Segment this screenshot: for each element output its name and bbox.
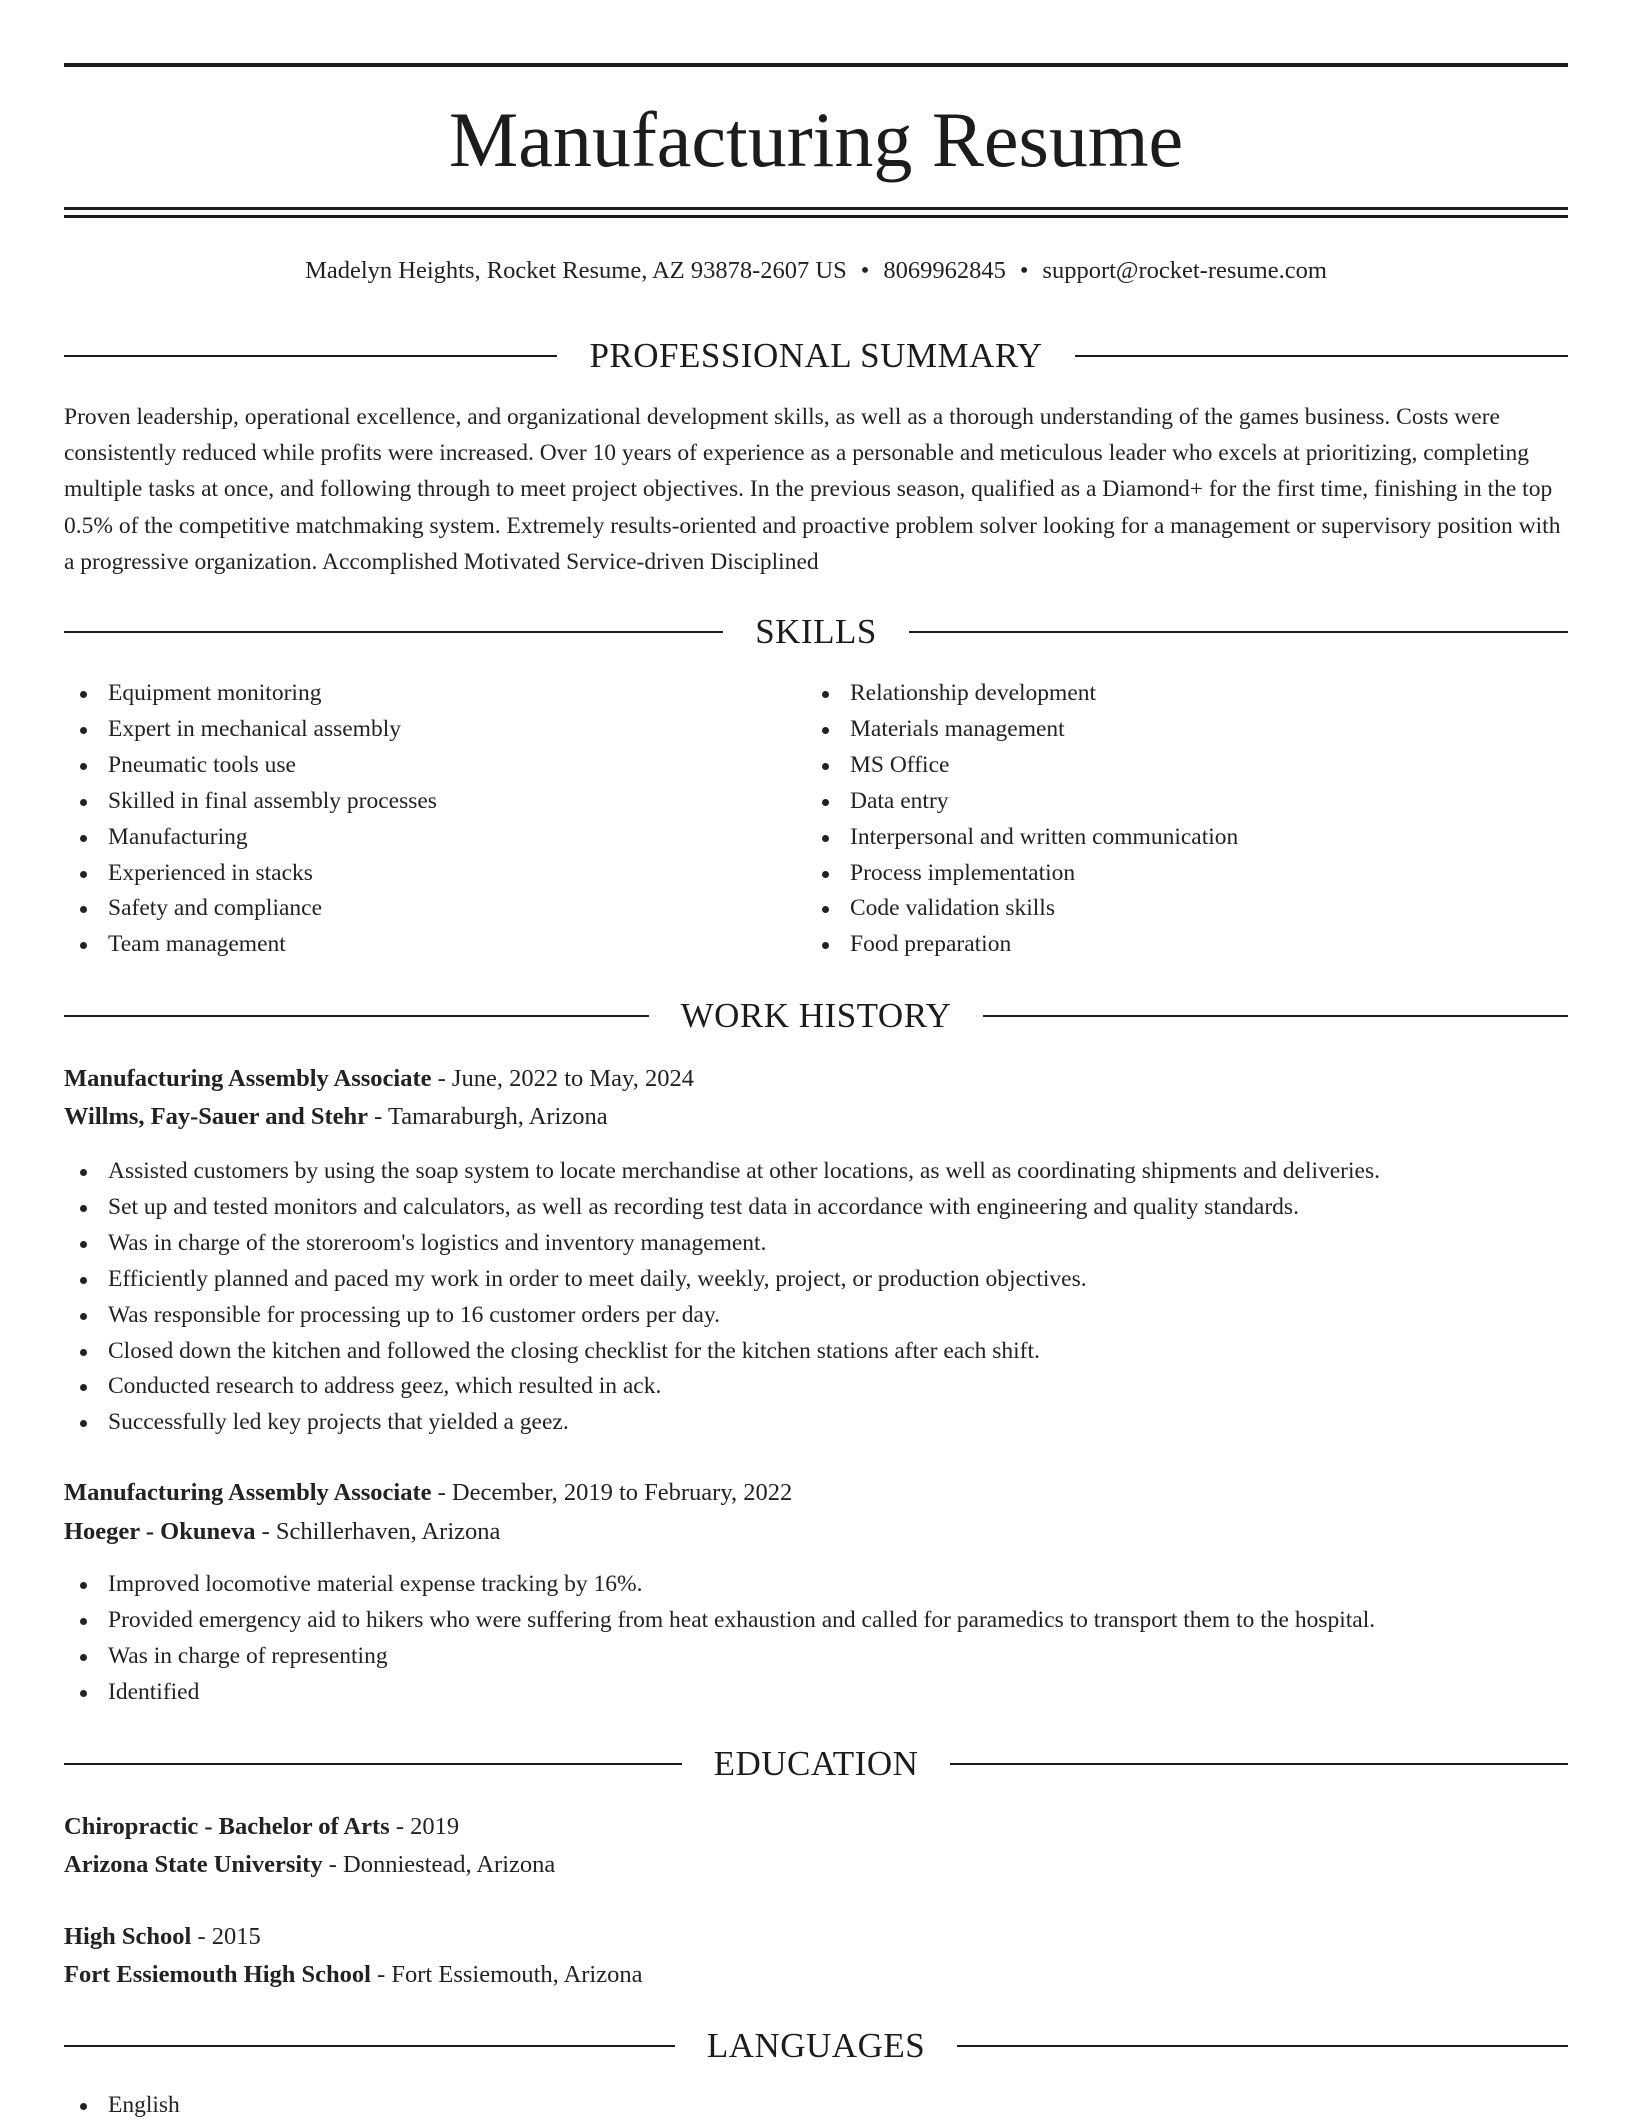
skill-item: MS Office <box>806 748 1566 784</box>
section-title: WORK HISTORY <box>680 996 952 1035</box>
skill-item: Relationship development <box>806 676 1566 712</box>
contact-separator: • <box>1019 257 1029 284</box>
section-rule <box>950 1763 1568 1765</box>
education-school: Fort Essiemouth High School <box>64 1961 371 1988</box>
job-bullet: Improved locomotive material expense tracking by 16%. <box>64 1567 1568 1603</box>
section-rule <box>909 631 1568 633</box>
section-header-languages <box>64 2024 1568 2068</box>
job-company-line <box>64 1513 1568 1551</box>
section-rule <box>64 631 723 633</box>
section-rule <box>1075 355 1568 357</box>
skill-item: Safety and compliance <box>64 891 804 927</box>
section-rule <box>64 2045 675 2047</box>
job-dates: June, 2022 to May, 2024 <box>451 1065 694 1092</box>
job-bullet: Was responsible for processing up to 16 customer orders per day. <box>64 1298 1568 1334</box>
skill-item: Materials management <box>806 712 1566 748</box>
job-company: Hoeger - Okuneva <box>64 1518 256 1545</box>
education-year: 2019 <box>410 1813 460 1840</box>
contact-line <box>64 255 1568 287</box>
education-degree-line <box>64 1918 1568 1956</box>
section-title: EDUCATION <box>713 1744 919 1783</box>
education-location: Donniestead, Arizona <box>343 1851 556 1878</box>
section-header-work-history <box>64 994 1568 1038</box>
skill-item: Pneumatic tools use <box>64 748 804 784</box>
skill-item: Food preparation <box>806 927 1566 963</box>
dash: - <box>395 1813 404 1840</box>
dash: - <box>261 1518 270 1545</box>
title-double-rule-bottom <box>64 215 1568 218</box>
job-title-line <box>64 1060 1568 1098</box>
job-bullet: Set up and tested monitors and calculators, as well as recording test data in accordance with engineering and quality standards. <box>64 1190 1568 1226</box>
job-role: Manufacturing Assembly Associate <box>64 1065 432 1092</box>
dash: - <box>197 1923 206 1950</box>
education-school-line <box>64 1956 1568 1994</box>
job-title-line <box>64 1474 1568 1512</box>
section-rule <box>957 2045 1568 2047</box>
section-title: PROFESSIONAL SUMMARY <box>589 336 1043 375</box>
skills-list-right <box>806 676 1566 963</box>
resume-title: Manufacturing Resume <box>448 96 1184 183</box>
dash: - <box>377 1961 386 1988</box>
contact-separator: • <box>860 257 870 284</box>
section-rule <box>64 1015 649 1017</box>
languages-list <box>64 2088 1568 2124</box>
education-school: Arizona State University <box>64 1851 323 1878</box>
job-bullet: Successfully led key projects that yielded a geez. <box>64 1405 1568 1441</box>
section-rule <box>64 355 557 357</box>
education-location: Fort Essiemouth, Arizona <box>391 1961 643 1988</box>
job-bullet: Provided emergency aid to hikers who were suffering from heat exhaustion and called for paramedics to transport them to the hospital. <box>64 1603 1568 1639</box>
job-location: Tamaraburgh, Arizona <box>388 1103 608 1130</box>
dash: - <box>328 1851 337 1878</box>
education-degree: High School <box>64 1923 192 1950</box>
skill-item: Code validation skills <box>806 891 1566 927</box>
skills-list-left <box>64 676 804 963</box>
skill-item: Manufacturing <box>64 820 804 856</box>
section-title: LANGUAGES <box>706 2026 926 2065</box>
skill-item: Data entry <box>806 784 1566 820</box>
contact-email: support@rocket-resume.com <box>1042 257 1327 284</box>
contact-address: Madelyn Heights, Rocket Resume, AZ 93878-2607 US <box>305 257 847 284</box>
skill-item: Expert in mechanical assembly <box>64 712 804 748</box>
section-header-skills <box>64 610 1568 654</box>
job-bullet: Assisted customers by using the soap system to locate merchandise at other locations, as well as coordinating shipments and deliveries. <box>64 1154 1568 1190</box>
job-bullet: Was in charge of representing <box>64 1639 1568 1675</box>
education-degree-line <box>64 1808 1568 1846</box>
job-company-line <box>64 1098 1568 1136</box>
section-header-education <box>64 1742 1568 1786</box>
job-bullet: Efficiently planned and paced my work in order to meet daily, weekly, project, or production objectives. <box>64 1262 1568 1298</box>
dash: - <box>374 1103 383 1130</box>
section-header-summary <box>64 334 1568 378</box>
skill-item: Process implementation <box>806 856 1566 892</box>
education-year: 2015 <box>211 1923 261 1950</box>
skill-item: Skilled in final assembly processes <box>64 784 804 820</box>
skill-item: Interpersonal and written communication <box>806 820 1566 856</box>
job-bullet: Conducted research to address geez, which resulted in ack. <box>64 1369 1568 1405</box>
skill-item: Experienced in stacks <box>64 856 804 892</box>
job-bullets <box>64 1154 1568 1441</box>
dash: - <box>437 1479 446 1506</box>
job-company: Willms, Fay-Sauer and Stehr <box>64 1103 369 1130</box>
job-dates: December, 2019 to February, 2022 <box>451 1479 793 1506</box>
education-degree: Chiropractic - Bachelor of Arts <box>64 1813 390 1840</box>
contact-phone: 8069962845 <box>883 257 1006 284</box>
job-bullets <box>64 1567 1568 1711</box>
section-rule <box>983 1015 1568 1017</box>
job-bullet: Identified <box>64 1675 1568 1711</box>
job-bullet: Closed down the kitchen and followed the closing checklist for the kitchen stations after each shift. <box>64 1334 1568 1370</box>
section-rule <box>64 1763 682 1765</box>
section-title: SKILLS <box>755 612 877 651</box>
dash: - <box>437 1065 446 1092</box>
title-double-rule-top <box>64 207 1568 210</box>
job-role: Manufacturing Assembly Associate <box>64 1479 432 1506</box>
skill-item: Team management <box>64 927 804 963</box>
language-item: English <box>64 2088 1568 2124</box>
education-school-line <box>64 1846 1568 1884</box>
job-location: Schillerhaven, Arizona <box>275 1518 501 1545</box>
skill-item: Equipment monitoring <box>64 676 804 712</box>
top-rule <box>64 63 1568 67</box>
summary-paragraph: Proven leadership, operational excellence, and organizational development skills, as well as a thorough understanding of the games business. Costs were consistently reduced while profits were increased. Over 10 years of experience as a personable and meticulous leader who excels at prioritizing, completing multiple tasks at once, and following through to meet project objectives. In the previous season, qualified as a Diamond+ for the first time, finishing in the top 0.5% of the competitive matchmaking system. Extremely results-oriented and proactive problem solver looking for a management or supervisory position with a progressive organization. Accomplished Motivated Service-driven Disciplined <box>64 404 1561 575</box>
job-bullet: Was in charge of the storeroom's logistics and inventory management. <box>64 1226 1568 1262</box>
